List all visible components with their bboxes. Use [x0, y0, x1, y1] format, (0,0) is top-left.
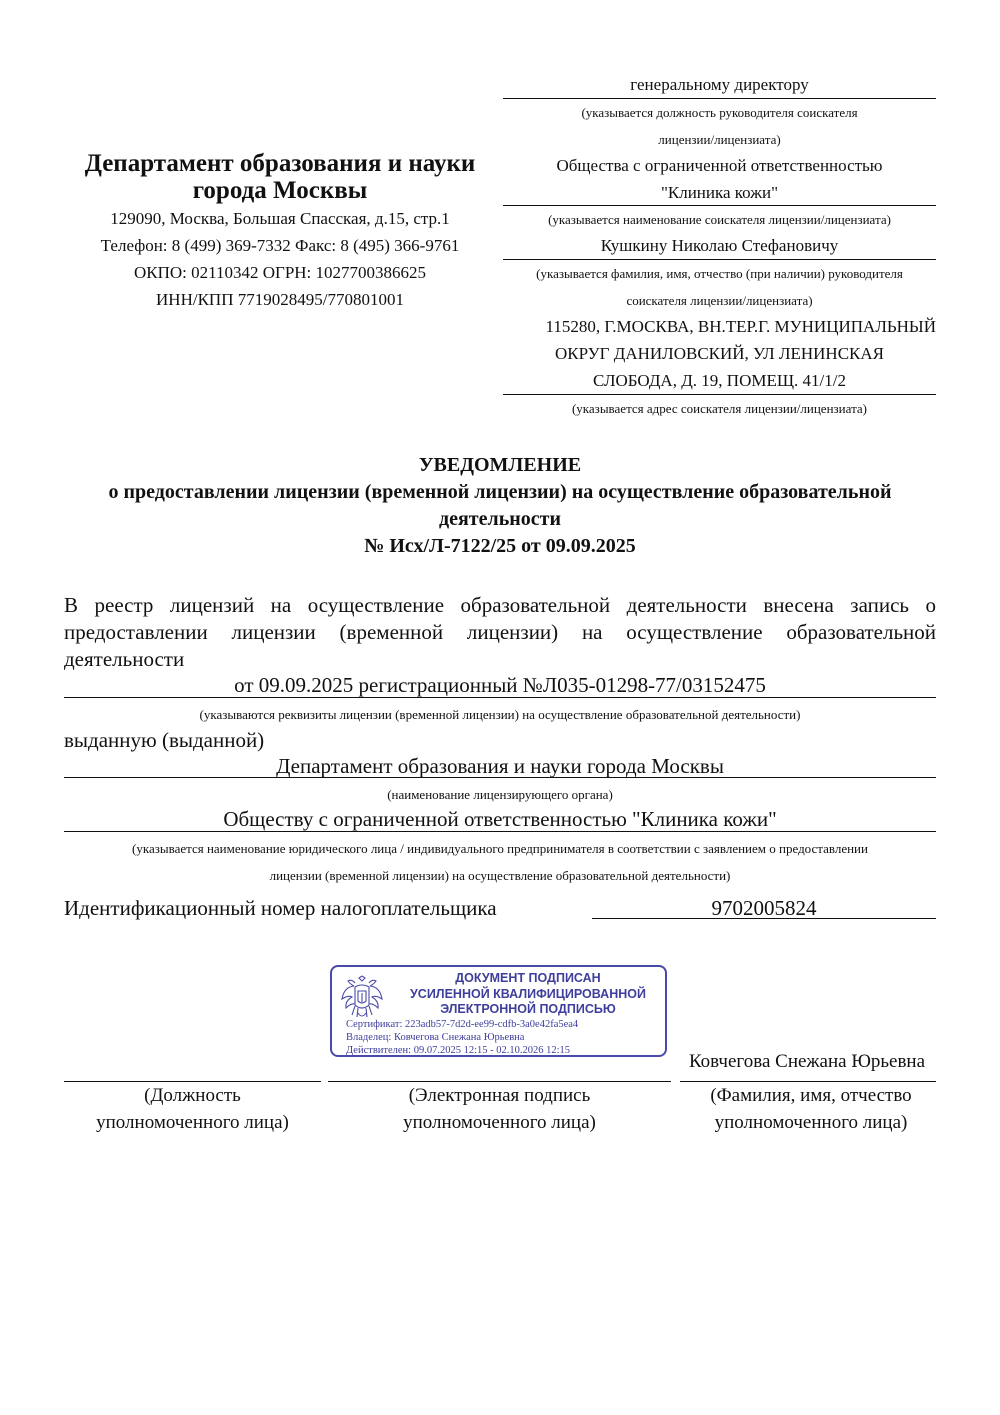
issuer-name: Департамент образования и науки города Москвы — [84, 150, 476, 204]
notice-title: УВЕДОМЛЕНИЕ — [418, 454, 582, 476]
signature-position-caption-1: (Должность — [144, 1085, 241, 1106]
body-paragraph-line-2: предоставлении лицензии (временной лицензии) на осуществление образовательной — [64, 620, 936, 644]
body-paragraph-line-1: В реестр лицензий на осуществление образовательной деятельности внесена запись о — [64, 593, 936, 617]
stamp-validity: Действителен: 09.07.2025 12:15 - 02.10.2026 12:15 — [346, 1045, 571, 1056]
inn-value: 9702005824 — [711, 896, 817, 920]
recipient-person-caption-1: (указывается фамилия, имя, отчество (при наличии) руководителя — [536, 266, 903, 281]
inn-line — [592, 918, 936, 919]
recipient-org-line-1: Общества с ограниченной ответственностью — [556, 156, 883, 175]
issuer-okpo-ogrn: ОКПО: 02110342 ОГРН: 1027700386625 — [133, 263, 427, 282]
licensee-caption-2: лицензии (временной лицензии) на осуществление образовательной деятельности) — [269, 868, 731, 883]
signature-esign-caption-1: (Электронная подпись — [408, 1085, 591, 1106]
recipient-person-caption-2: соискателя лицензии/лицензиата) — [626, 293, 813, 308]
notice-subtitle-1: о предоставлении лицензии (временной лицензии) на осуществление образовательной — [108, 481, 892, 503]
notice-number: № Исх/Л-7122/25 от 09.09.2025 — [364, 535, 636, 557]
signature-name-caption-2: уполномоченного лица) — [714, 1112, 908, 1133]
stamp-heading-line-2: УСИЛЕННОЙ КВАЛИФИЦИРОВАННОЙ — [410, 986, 646, 1001]
signature-position-caption — [64, 1082, 321, 1136]
notice-subtitle-2: деятельности — [438, 508, 562, 530]
signature-name-caption-1: (Фамилия, имя, отчество — [710, 1085, 912, 1106]
issuer-phones: Телефон: 8 (499) 369-7332 Факс: 8 (495) 366-9761 — [100, 236, 460, 255]
licensing-body-line — [64, 777, 936, 778]
licensing-body: Департамент образования и науки города Москвы — [276, 754, 724, 778]
issuer-address: 129090, Москва, Большая Спасская, д.15, стр.1 — [110, 209, 450, 228]
recipient-position-caption-1: (указывается должность руководителя соискателя — [581, 105, 858, 120]
signature-esign-caption-2: уполномоченного лица) — [403, 1112, 596, 1133]
stamp-heading-line-1: ДОКУМЕНТ ПОДПИСАН — [455, 971, 601, 985]
body-paragraph-line-3: деятельности — [64, 647, 185, 671]
issued-label: выданную (выданной) — [64, 728, 265, 752]
stamp-owner: Владелец: Ковчегова Снежана Юрьевна — [346, 1032, 525, 1043]
recipient-person: Кушкину Николаю Стефановичу — [600, 236, 839, 255]
license-details-line — [64, 697, 936, 698]
recipient-address-line-1: 115280, Г.МОСКВА, ВН.ТЕР.Г. МУНИЦИПАЛЬНЫЙ — [545, 317, 936, 336]
recipient-address-line-2: ОКРУГ ДАНИЛОВСКИЙ, УЛ ЛЕНИНСКАЯ — [554, 344, 884, 363]
stamp-certificate: Сертификат: 223adb57-7d2d-ee99-cdfb-3a0e42fa5ea4 — [346, 1019, 579, 1030]
signature-esign-caption — [328, 1082, 671, 1136]
signer-name: Ковчегова Снежана Юрьевна — [688, 1051, 926, 1072]
licensee-caption-1: (указывается наименование юридического лица / индивидуального предпринимателя в соответствии с заявлением о предоставлении — [132, 841, 868, 856]
licensing-body-caption: (наименование лицензирующего органа) — [387, 787, 613, 802]
recipient-org-line-2: "Клиника кожи" — [660, 183, 779, 202]
stamp-heading — [392, 971, 664, 1018]
recipient-address-caption: (указывается адрес соискателя лицензии/лицензиата) — [571, 401, 868, 416]
license-details-caption: (указываются реквизиты лицензии (временной лицензии) на осуществление образовательной деятельности) — [199, 707, 801, 722]
e-signature-stamp — [330, 965, 667, 1057]
inn-label: Идентификационный номер налогоплательщика — [64, 896, 497, 920]
licensee-line — [64, 831, 936, 832]
coat-of-arms-icon — [340, 975, 384, 1021]
signature-name-caption — [680, 1082, 942, 1136]
licensee: Обществу с ограниченной ответственностью "Клиника кожи" — [223, 807, 777, 831]
recipient-address-line-3: СЛОБОДА, Д. 19, ПОМЕЩ. 41/1/2 — [593, 371, 846, 390]
signature-position-caption-2: уполномоченного лица) — [96, 1112, 289, 1133]
stamp-heading-line-3: ЭЛЕКТРОННОЙ ПОДПИСЬЮ — [440, 1002, 616, 1016]
issuer-inn-kpp: ИНН/КПП 7719028495/770801001 — [156, 290, 404, 309]
recipient-position: генеральному директору — [630, 75, 809, 94]
recipient-position-caption-2: лицензии/лицензиата) — [658, 132, 781, 147]
license-details: от 09.09.2025 регистрационный №Л035-01298-77/03152475 — [234, 673, 766, 697]
recipient-org-caption: (указывается наименование соискателя лицензии/лицензиата) — [548, 212, 891, 227]
